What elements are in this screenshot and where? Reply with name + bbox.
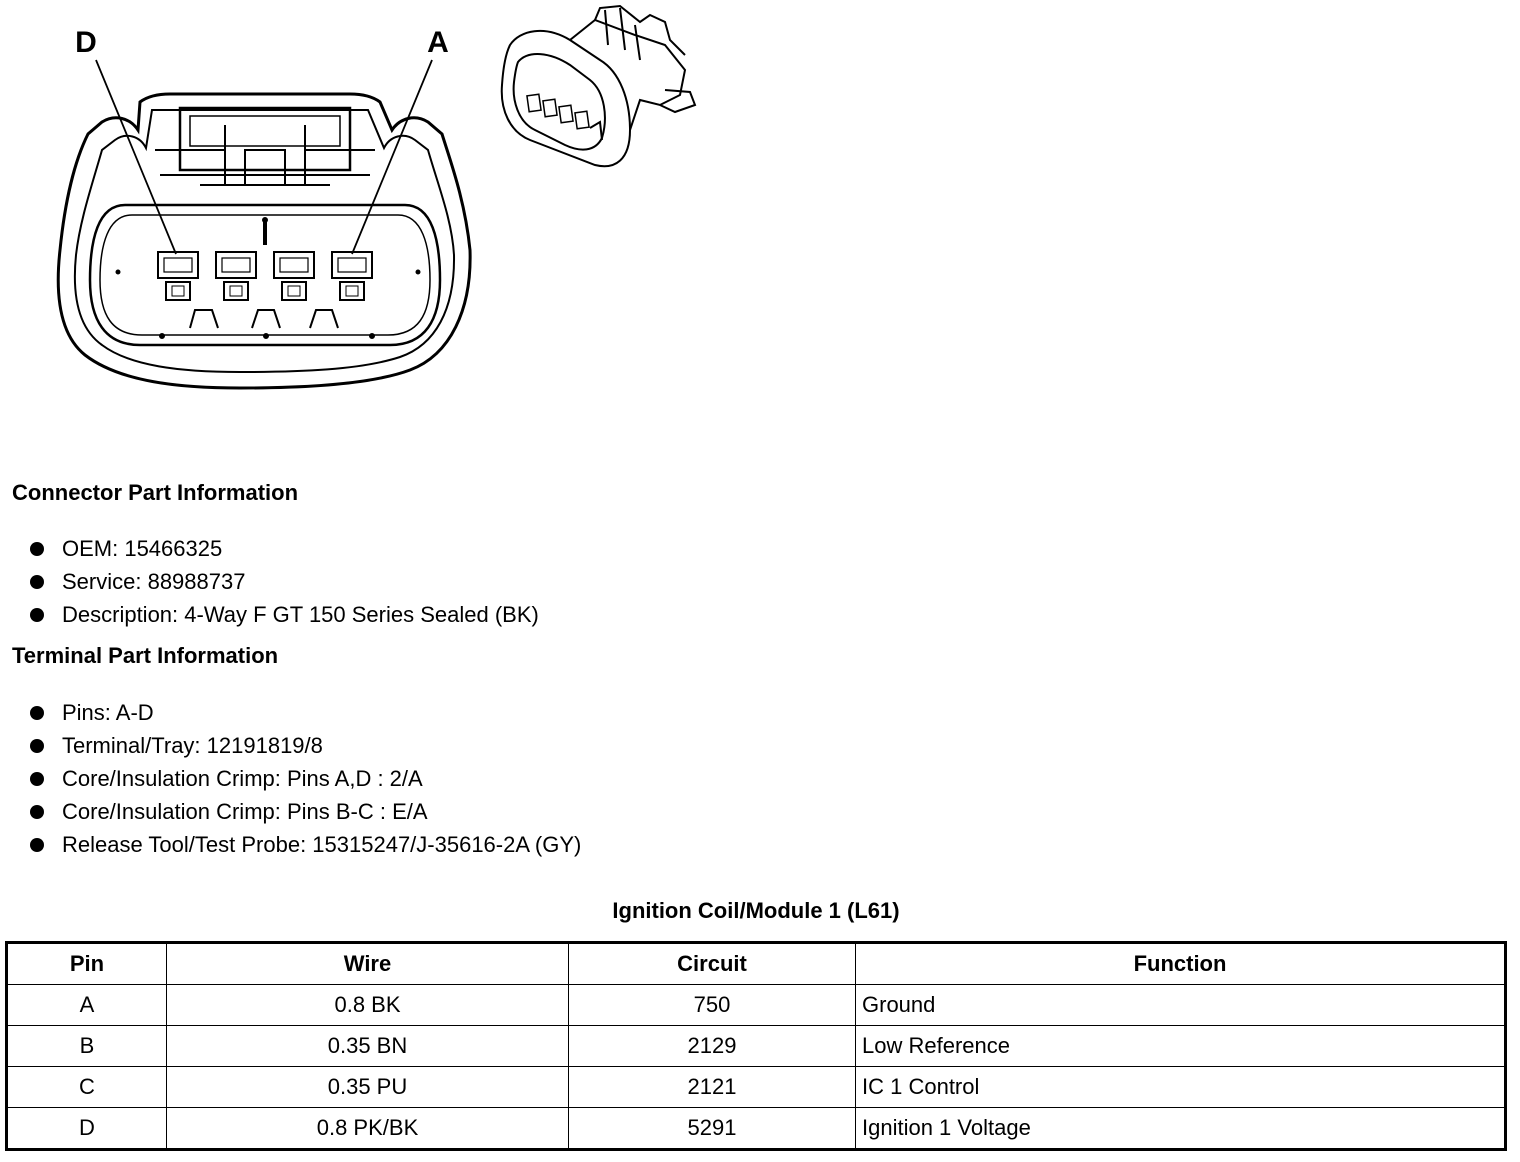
column-header-pin: Pin <box>7 943 167 985</box>
cell-function: Low Reference <box>856 1026 1506 1067</box>
connector-info-list <box>28 532 539 631</box>
list-item: Release Tool/Test Probe: 15315247/J-35616-2A (GY) <box>28 828 581 861</box>
pin-d-leader-line <box>96 60 176 254</box>
cell-wire: 0.8 PK/BK <box>167 1108 569 1150</box>
terminal-info-heading: Terminal Part Information <box>12 643 279 668</box>
table-row <box>7 1026 1506 1067</box>
column-header-function: Function <box>856 943 1506 985</box>
table-row <box>7 1067 1506 1108</box>
table-row <box>7 985 1506 1026</box>
table-header-row <box>7 943 1506 985</box>
connector-info-heading: Connector Part Information <box>12 480 299 505</box>
list-item: Core/Insulation Crimp: Pins B-C : E/A <box>28 795 581 828</box>
column-header-wire: Wire <box>167 943 569 985</box>
cell-pin: B <box>7 1026 167 1067</box>
cell-function: IC 1 Control <box>856 1067 1506 1108</box>
cell-wire: 0.35 BN <box>167 1026 569 1067</box>
connector-iso-terminals <box>527 94 589 129</box>
list-item: Pins: A-D <box>28 696 581 729</box>
cell-function: Ground <box>856 985 1506 1026</box>
terminal-cavities <box>158 252 372 300</box>
list-item: OEM: 15466325 <box>28 532 539 565</box>
cell-circuit: 5291 <box>569 1108 856 1150</box>
cell-pin: C <box>7 1067 167 1108</box>
cell-circuit: 750 <box>569 985 856 1026</box>
terminal-info-list <box>28 696 581 861</box>
pin-label-a: A <box>427 26 449 59</box>
connector-latch-arms <box>155 125 375 185</box>
connector-latch <box>180 108 350 170</box>
cell-wire: 0.35 PU <box>167 1067 569 1108</box>
list-item: Terminal/Tray: 12191819/8 <box>28 729 581 762</box>
table-row <box>7 1108 1506 1150</box>
list-item: Service: 88988737 <box>28 565 539 598</box>
cell-pin: A <box>7 985 167 1026</box>
list-item: Core/Insulation Crimp: Pins A,D : 2/A <box>28 762 581 795</box>
connector-dot <box>263 218 268 223</box>
connector-lower-keys <box>190 310 338 328</box>
cell-wire: 0.8 BK <box>167 985 569 1026</box>
pin-a-leader-line <box>352 60 432 254</box>
pin-label-d: D <box>75 26 97 59</box>
connector-latch-inner <box>190 116 340 146</box>
list-item: Description: 4-Way F GT 150 Series Sealed (BK) <box>28 598 539 631</box>
pin-table-title: Ignition Coil/Module 1 (L61) <box>612 898 900 923</box>
cell-circuit: 2121 <box>569 1067 856 1108</box>
pin-table <box>5 941 1507 1151</box>
cell-circuit: 2129 <box>569 1026 856 1067</box>
cell-function: Ignition 1 Voltage <box>856 1108 1506 1150</box>
connector-face-diagram <box>40 10 490 400</box>
cell-pin: D <box>7 1108 167 1150</box>
connector-isometric-diagram <box>490 0 710 180</box>
column-header-circuit: Circuit <box>569 943 856 985</box>
